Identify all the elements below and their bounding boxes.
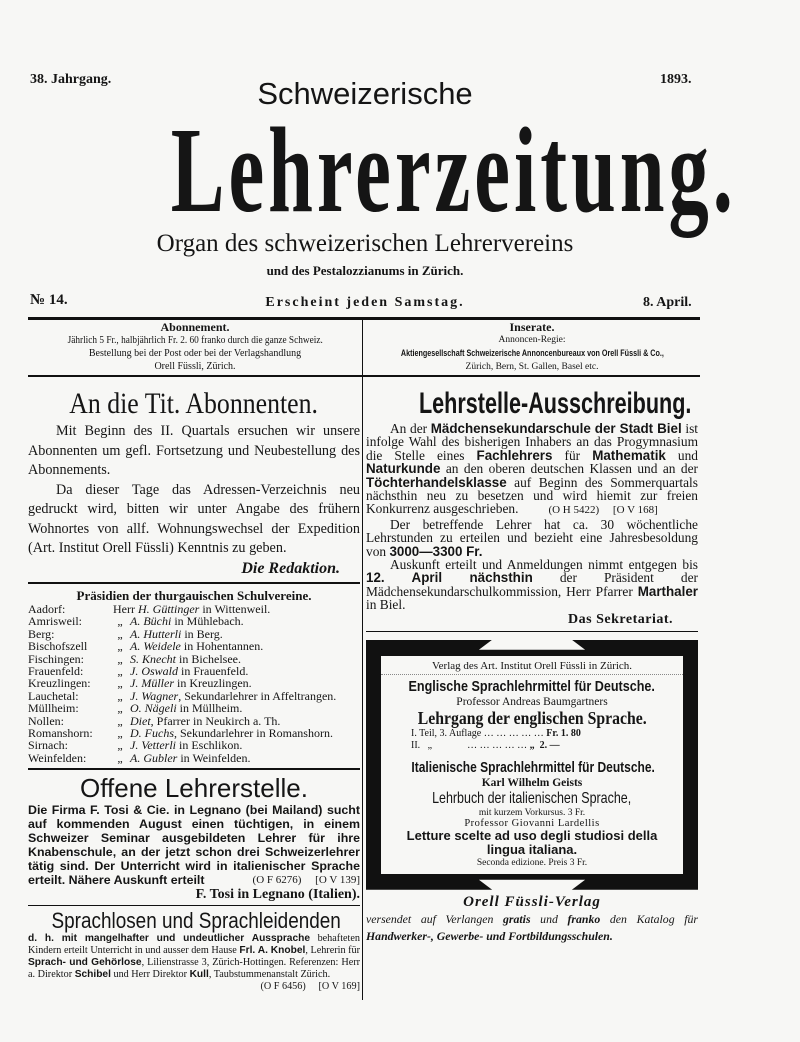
text-segment: Töchterhandelsklasse	[366, 474, 507, 490]
praesidium-ditto: „	[117, 651, 123, 666]
text-segment: und Herr Direktor	[110, 969, 190, 981]
text-segment: ist infolge Wahl des bisherigen Inhabers an das Progymnasium die Stelle eines	[366, 421, 699, 463]
divider	[28, 375, 700, 377]
praesidium-place: Sirnach:	[28, 738, 68, 753]
inserate-box	[364, 321, 700, 374]
praesidium-name: A. Gubler	[130, 750, 178, 765]
praesidium-place: Fischingen:	[28, 651, 84, 666]
praesidium-name: Diet	[130, 713, 151, 728]
praesidium-ditto: „	[117, 664, 123, 679]
praesidium-ditto: „	[117, 614, 123, 629]
inserate-line: Annoncen-Regie:	[498, 335, 566, 345]
praesidium-rest: , Sekundarlehrer in Affeltrangen.	[178, 688, 337, 703]
praesidium-ditto: „	[117, 688, 123, 703]
praesidium-name: A. Büchi	[130, 614, 172, 629]
paragraph	[366, 422, 698, 518]
praesidium-name: H. Güttinger	[138, 602, 200, 616]
praesidium-ditto: „	[117, 738, 123, 753]
masthead-title-wrap	[25, 103, 737, 238]
praesidium-rest: in Kreuzlingen.	[174, 676, 252, 691]
left-column	[28, 386, 360, 993]
praesidium-name: A. Weidele	[130, 639, 181, 654]
masthead-title: Lehrerzeitung.	[170, 103, 737, 238]
divider	[28, 317, 700, 320]
italian-heading: Italienische Sprachlehrmittel für Deutsche.	[411, 758, 655, 776]
praesidium-name: D. Fuchs	[130, 726, 174, 741]
praesidium-rest: in Müllheim.	[176, 701, 243, 716]
praesidium-ditto: „	[117, 701, 123, 716]
verlag-ad	[366, 640, 698, 890]
leader-dots: … … … … …	[483, 727, 544, 739]
italian-note: mit kurzem Vorkursus. 3 Fr.	[478, 807, 586, 818]
lardelli-note: Seconda edizione. Preis 3 Fr.	[476, 857, 588, 868]
frequency-label: Erscheint jeden Samstag.	[265, 295, 465, 310]
praesidium-rest: in Mühlebach.	[171, 614, 244, 629]
praesidium-name: O. Nägeli	[130, 701, 177, 716]
text-segment: Auskunft erteilt und Anmeldungen nimmt entgegen bis	[390, 557, 698, 573]
praesidium-place: Bischofszell	[28, 639, 88, 654]
text-segment: Kull	[189, 969, 209, 981]
text-segment: auf Beginn des Sommerquartals nächsthin neu zu besetzen und wird hiemit zur freien Konkurrenz ausgeschrieben.	[366, 474, 698, 517]
text-segment: d. h. mit mangelhafter und undeutlicher Aussprache	[28, 933, 311, 945]
praesidium-ditto: „	[117, 713, 123, 728]
lehrstelle-body	[366, 422, 698, 628]
price-row	[381, 728, 683, 740]
praesidium-rest: in Bichelsee.	[176, 651, 241, 666]
italian-title: Lehrbuch der italienischen Sprache,	[432, 789, 632, 807]
text-segment: Frl. A. Knobel	[239, 945, 306, 957]
abonnement-line: Bestellung bei der Post oder bei der Verlagshandlung	[88, 348, 302, 359]
text-segment: für	[552, 447, 593, 463]
text-segment: An der	[390, 421, 431, 436]
text-segment: und	[530, 911, 568, 926]
paragraph-text	[366, 421, 698, 516]
praesidium-place: Nollen:	[28, 713, 64, 728]
text-segment: versendet auf Verlangen	[366, 911, 503, 926]
text-segment: gratis	[503, 911, 531, 926]
text-segment: Naturkunde	[366, 461, 441, 477]
text-segment: und	[665, 447, 698, 463]
offene-body	[28, 803, 360, 903]
price-row	[381, 740, 683, 752]
praesidium-place: Romanshorn:	[28, 726, 93, 741]
paragraph: Da dieser Tage das Adressen-Verzeichnis neu gedruckt wird, bitten wir unter Angabe des frühern Wohnortes von allf. Wohnungswechsel der Expedition (Art. Institut Orell Füssli) Kenntnis zu geben.	[28, 481, 360, 556]
praesidium-place: Frauenfeld:	[28, 664, 84, 679]
text-segment: Der betreffende Lehrer hat ca. 30 wöchentliche Lehrstunden zu erteilen und bezieht eine Jahresbesoldung von	[366, 516, 698, 559]
praesidium-place: Aadorf:	[28, 602, 66, 616]
praesidium-name: A. Hutterli	[130, 626, 182, 641]
supertitle: Schweizerische	[257, 76, 473, 111]
divider	[28, 905, 360, 906]
text-segment: behafteten Kindern erteilt Unterricht in und ausser dem Hause	[28, 933, 360, 957]
ad-codes: (O F 6456) [O V 169]	[260, 981, 360, 993]
sprachlosen-text	[28, 933, 360, 980]
praesidium-ditto: „	[117, 726, 123, 741]
issue-number: № 14.	[30, 292, 68, 308]
inserate-line: Aktiengesellschaft Schweizerische Annoncenbureaux von Orell Füssli & Co.,	[400, 348, 664, 358]
praesidium-person	[130, 752, 250, 764]
text-segment: Mathematik	[592, 447, 666, 463]
abonnement-line: Jährlich 5 Fr., halbjährlich Fr. 2. 60 franko durch die ganze Schweiz.	[67, 335, 323, 346]
abonnenten-heading: An die Tit. Abonnenten.	[69, 387, 319, 420]
abonnement-line: Orell Füssli, Zürich.	[154, 361, 236, 372]
volume-label: 38. Jahrgang.	[30, 72, 112, 87]
sprachlosen-body	[28, 933, 361, 993]
praesidium-place: Müllheim:	[28, 701, 79, 716]
praesidium-name: J. Wagner	[130, 688, 179, 703]
text-segment: Marthaler	[637, 583, 698, 599]
paragraph: Mit Beginn des II. Quartals ersuchen wir unsere Abonnenten um gefl. Fortsetzung und Neubestellung des Abonnements.	[28, 423, 360, 478]
text-segment: Fachlehrers	[476, 447, 553, 463]
praesidium-rest: , Sekundarlehrer in Romanshorn.	[174, 726, 333, 741]
divider	[366, 631, 698, 632]
ad-codes: (O H 5422) [O V 168]	[548, 504, 658, 517]
praesidien-list	[28, 603, 360, 764]
text-segment: franko	[567, 911, 601, 926]
praesidium-name: J. Vetterli	[130, 738, 176, 753]
praesidium-place: Lauchetal:	[28, 688, 79, 703]
praesidium-name: S. Knecht	[130, 651, 176, 666]
english-title: Lehrgang der englischen Sprache.	[417, 707, 647, 728]
praesidium-rest: in Eschlikon.	[175, 738, 243, 753]
praesidium-rest: in Hohentannen.	[180, 639, 264, 654]
offene-signature: F. Tosi in Legnano (Italien).	[195, 887, 360, 903]
text-segment: 12. April nächsthin	[366, 570, 533, 586]
text-segment: Schibel	[74, 969, 111, 981]
praesidium-place: Kreuzlingen:	[28, 676, 91, 691]
praesidium-ditto: „	[117, 750, 123, 765]
praesidium-place: Weinfelden:	[28, 750, 87, 765]
text-segment: den Katalog für	[600, 911, 698, 926]
text-segment: Handwerker-, Gewerbe- und Fortbildungsschulen.	[366, 928, 613, 943]
right-column	[366, 386, 698, 945]
divider	[28, 582, 360, 584]
lehrstelle-heading: Lehrstelle-Ausschreibung.	[418, 387, 692, 420]
orell-body	[366, 911, 698, 945]
orell-heading: Orell Füssli-Verlag	[463, 893, 601, 910]
year-label: 1893.	[660, 72, 692, 87]
column-divider	[362, 320, 363, 1000]
praesidium-rest: in Wittenweil.	[199, 602, 271, 616]
praesidium-name: J. Oswald	[130, 664, 178, 679]
inserate-line: Zürich, Bern, St. Gallen, Basel etc.	[465, 362, 599, 372]
text-segment: Mädchensekundarschule der Stadt Biel	[430, 421, 682, 436]
part-price: Fr. 1. 80	[546, 727, 581, 739]
abonnement-box	[28, 321, 362, 373]
praesidium-ditto: Herr	[113, 602, 135, 616]
text-segment: Sprach- und Gehörlose	[28, 957, 142, 969]
praesidium-ditto: „	[117, 639, 123, 654]
ad-codes: (O F 6276) [O V 139]	[252, 874, 360, 887]
text-segment: , Lehrerin für	[305, 945, 361, 957]
text-segment: der Präsident der Mädchensekundarschulkommission, Herr Pfarrer	[366, 570, 698, 599]
paragraph	[366, 518, 698, 558]
praesidien-heading: Präsidien der thurgauischen Schulvereine.	[76, 588, 312, 603]
ad-content	[381, 656, 683, 874]
lardelli-author: Professor Giovanni Lardellis	[464, 817, 600, 829]
praesidium-ditto: „	[117, 626, 123, 641]
sprachlosen-heading: Sprachlosen und Sprachleidenden	[51, 908, 341, 934]
leader-dots: … … … … …	[467, 739, 528, 751]
praesidium-ditto: „	[117, 676, 123, 691]
offene-text: Die Firma F. Tosi & Cie. in Legnano (bei Mailand) sucht auf kommenden August einen tüchtigen, in einem Schweizer Seminar ausgebildeten Lehrer für ihre Knabenschule, an der jetzt schon drei Schweizerlehrer tätig sind. Der Unterricht wird in italienischer Sprache erteilt. Nähere Auskunft erteilt	[28, 803, 360, 888]
english-heading: Englische Sprachlehrmittel für Deutsche.	[408, 677, 656, 695]
part-price: „ 2. —	[529, 739, 560, 751]
praesidium-rest: , Pfarrer in Neukirch a. Th.	[150, 713, 281, 728]
paragraph	[366, 558, 698, 612]
english-author: Professor Andreas Baumgartners	[456, 695, 608, 708]
inserate-heading: Inserate.	[509, 320, 555, 334]
signature: Die Redaktion.	[241, 559, 340, 577]
praesidium-place: Amrisweil:	[28, 614, 82, 629]
praesidium-rest: in Berg.	[181, 626, 223, 641]
praesidium-name: J. Müller	[130, 676, 174, 691]
text-segment: in Biel.	[366, 597, 406, 613]
praesidium-rest: in Frauenfeld.	[178, 664, 249, 679]
part-label: II. „	[411, 739, 433, 751]
italian-author: Karl Wilhelm Geists	[481, 776, 583, 789]
praesidium-place: Berg:	[28, 626, 55, 641]
abonnenten-notice	[28, 422, 360, 578]
part-label: I. Teil, 3. Auflage	[411, 727, 482, 739]
text-segment: an den oberen deutschen Klassen und an der	[440, 461, 698, 477]
signature: Das Sekretariat.	[568, 611, 673, 627]
praesidium-row	[28, 752, 360, 764]
abonnement-heading: Abonnement.	[160, 320, 230, 334]
masthead-subtitle-2: und des Pestalozzianums in Zürich.	[266, 263, 464, 278]
text-segment: 3000—3300 Fr.	[389, 543, 483, 559]
text-segment: , Taubstummenanstalt Zürich.	[208, 969, 331, 981]
issue-date: 8. April.	[643, 295, 692, 310]
ad-publisher: Verlag des Art. Institut Orell Füssli in Zürich.	[381, 660, 683, 675]
divider	[28, 768, 360, 770]
praesidium-rest: in Weinfelden.	[177, 750, 251, 765]
offene-heading: Offene Lehrerstelle.	[80, 773, 308, 804]
masthead-subtitle: Organ des schweizerischen Lehrervereins	[156, 230, 574, 257]
lardelli-title: Letture scelte ad uso degli studiosi della lingua italiana.	[406, 827, 658, 858]
text-segment: , Lilienstrasse 3, Zürich-Hottingen. Referenzen: Herr a. Direktor	[28, 957, 360, 981]
